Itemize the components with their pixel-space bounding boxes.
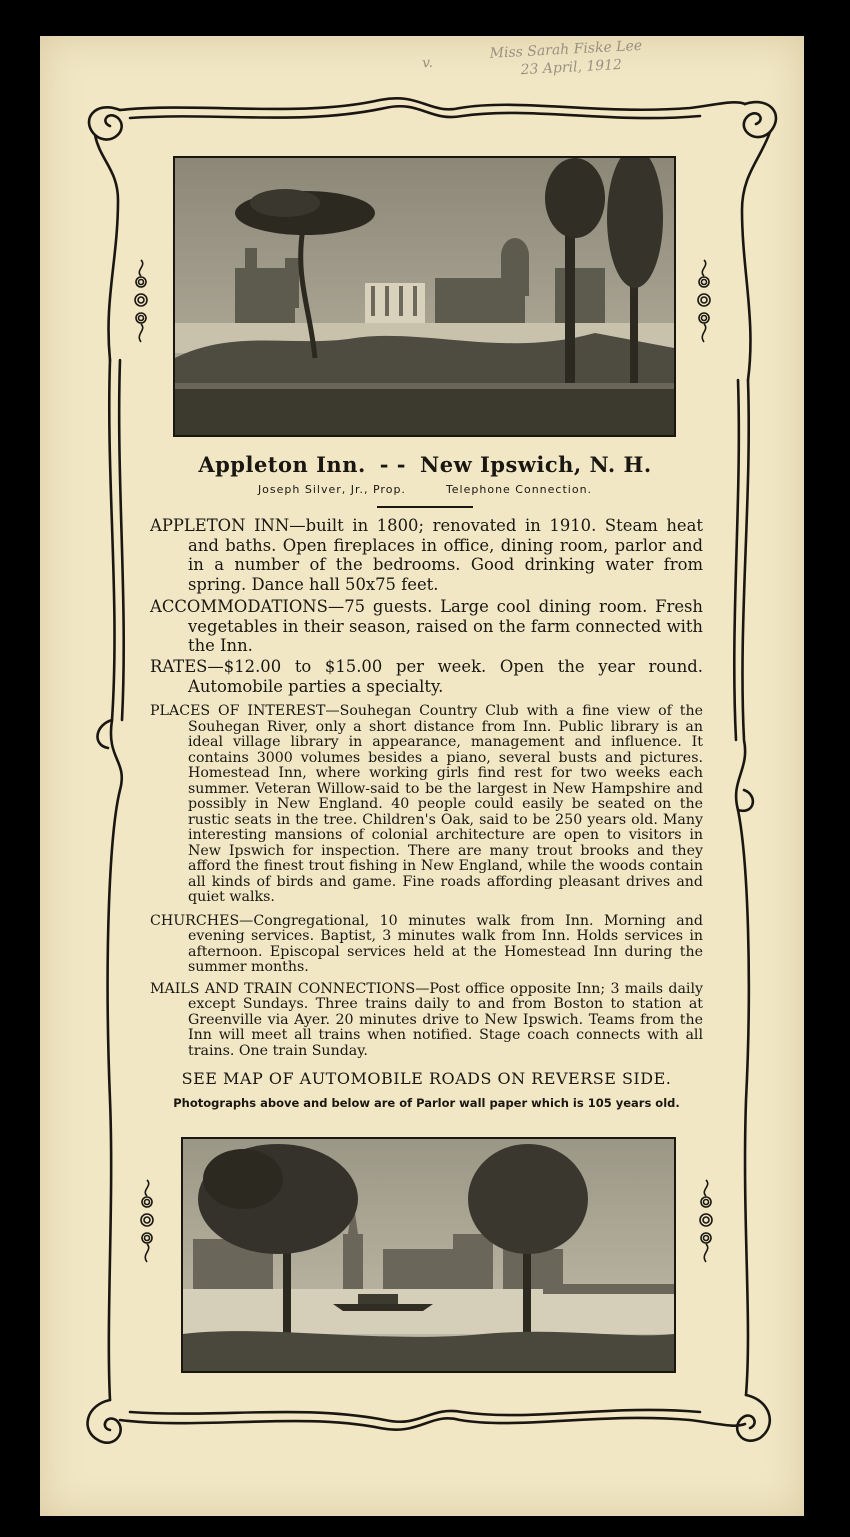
header-separator: - - <box>379 452 407 477</box>
inn-name: Appleton Inn. <box>198 452 366 477</box>
body-text <box>150 516 703 1110</box>
parlor-wallpaper-photo-top <box>173 156 676 437</box>
section-rates: RATES—$12.00 to $15.00 per week. Open the year round. Automobile parties a specialty. <box>150 656 703 696</box>
telephone: Telephone Connection. <box>445 483 593 496</box>
parlor-wallpaper-photo-bottom <box>181 1137 676 1373</box>
section-churches: CHURCHES—Congregational, 10 minutes walk from Inn. Morning and evening services. Baptist, 3 minutes walk from Inn. Holds services in afternoon. Episcopal services held at the Homestead Inn during the summer months. <box>150 912 703 976</box>
see-map-note: SEE MAP OF AUTOMOBILE ROADS ON REVERSE SIDE. <box>181 1069 672 1089</box>
header-rule <box>377 506 473 508</box>
section-appleton-inn: APPLETON INN—built in 1800; renovated in 1910. Steam heat and baths. Open fireplaces in office, dining room, parlor and in a number of the bedrooms. Good drinking water from spring. Dance hall 50x75 feet. <box>150 516 703 595</box>
section-mails-and-train: MAILS AND TRAIN CONNECTIONS—Post office opposite Inn; 3 mails daily except Sundays. Three trains daily to and from Boston to station at Greenville via Ayer. 20 minutes drive to New Ipswich. Teams from the Inn will meet all trains when notified. Stage coach connects with all trains. One train Sunday. <box>150 980 703 1059</box>
annotation-mark: v. <box>421 54 434 72</box>
proprietor: Joseph Silver, Jr., Prop. <box>257 483 406 496</box>
section-places-of-interest: PLACES OF INTEREST—Souhegan Country Club with a fine view of the Souhegan River, only a short distance from Inn. Public library is an ideal village library in appearance, management and influence. It contains 3000 volumes besides a piano, several busts and pictures. Homestead Inn, where working girls find rest for two weeks each summer. Veteran Willow-said to be the largest in New Hampshire and possibly in New England. 40 people could easily be seated on the rustic seats in the tree. Children's Oak, said to be 250 years old. Many interesting mansions of colonial architecture are open to visitors in New Ipswich for inspection. There are many trout brooks and they afford the finest trout fishing in New England, while the woods contain all kinds of birds and game. Fine roads affording pleasant drives and quiet walks. <box>150 703 703 906</box>
annotation-line-2: 23 April, 1912 <box>520 56 623 79</box>
inn-header <box>150 452 700 508</box>
annotation-line-1: Miss Sarah Fiske Lee <box>489 37 643 62</box>
photographs-note: Photographs above and below are of Parlor wall paper which is 105 years old. <box>173 1096 680 1111</box>
section-accommodations: ACCOMMODATIONS—75 guests. Large cool dining room. Fresh vegetables in their season, raised on the farm connected with the Inn. <box>150 596 703 656</box>
inn-location: New Ipswich, N. H. <box>420 452 652 477</box>
